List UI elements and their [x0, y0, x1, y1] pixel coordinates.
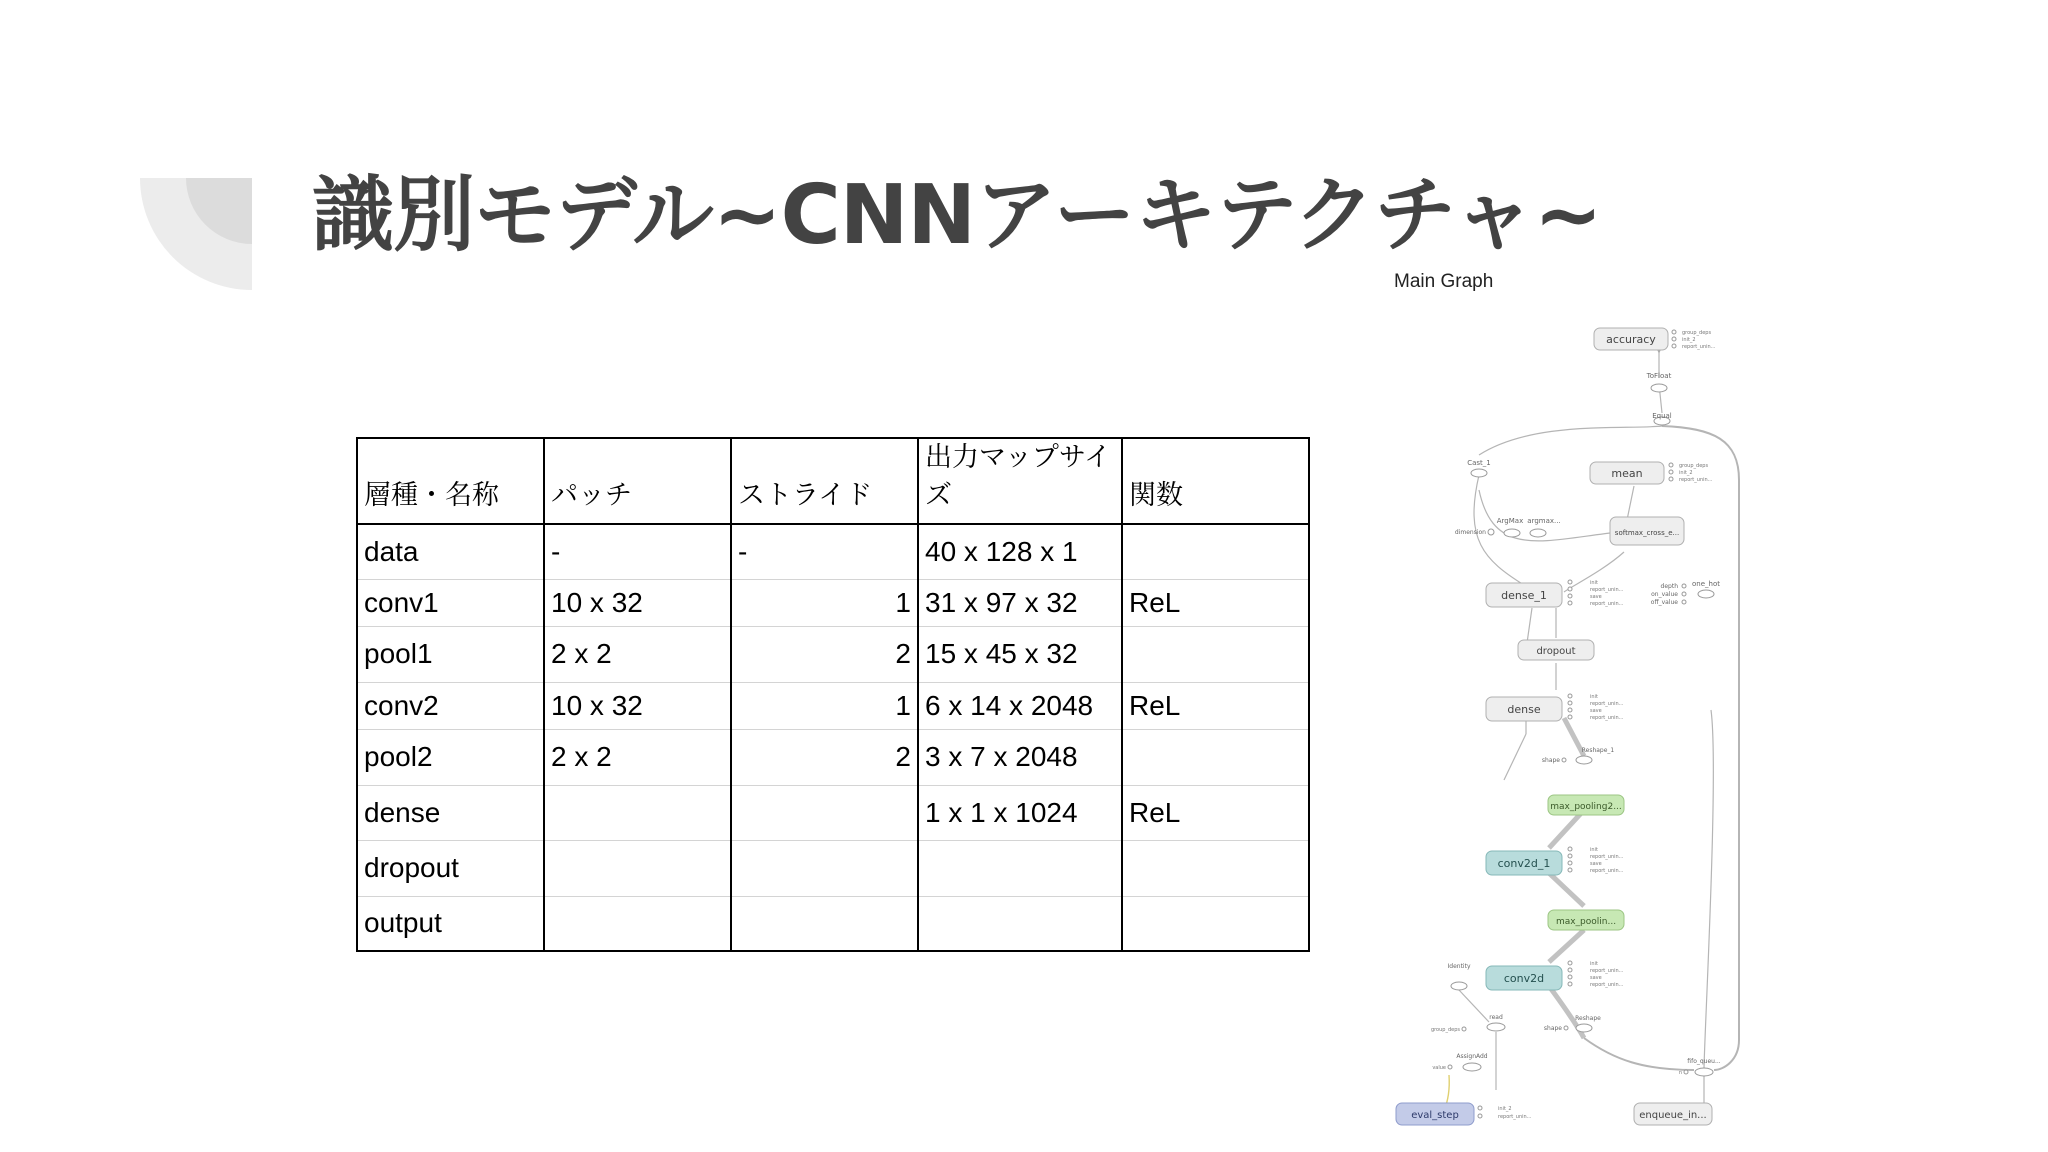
svg-text:group_deps: group_deps [1430, 1027, 1460, 1033]
cell-layer: data [357, 524, 544, 579]
node-label: conv2d_1 [1497, 857, 1551, 870]
node-enqueue[interactable] [1634, 1103, 1712, 1125]
node-group-deps [1431, 1027, 1466, 1033]
svg-text:report_unin...: report_unin... [1679, 477, 1713, 483]
node-eval-step-aux [1478, 1106, 1532, 1120]
node-label: softmax_cross_e... [1614, 529, 1680, 537]
node-conv2d-1[interactable] [1486, 851, 1562, 875]
cell-layer: dense [357, 785, 544, 840]
svg-text:report_unin...: report_unin... [1590, 715, 1624, 721]
node-mean[interactable] [1590, 462, 1664, 484]
svg-text:report_unin...: report_unin... [1590, 587, 1624, 593]
cell-patch: 2 x 2 [544, 729, 731, 785]
header-stride: ストライド [731, 438, 918, 524]
svg-text:off_value: off_value [1650, 599, 1678, 606]
cnn-architecture-table [356, 437, 1310, 952]
node-read[interactable] [1487, 1014, 1505, 1031]
node-dimension[interactable] [1455, 529, 1494, 536]
node-label: Reshape [1575, 1015, 1601, 1022]
svg-text:report_unin...: report_unin... [1590, 868, 1624, 874]
svg-text:init: init [1590, 847, 1598, 853]
cell-patch: 2 x 2 [544, 626, 731, 682]
node-label: conv2d [1503, 972, 1545, 985]
node-label: ToFloat [1646, 372, 1672, 380]
node-accuracy-aux [1672, 330, 1716, 350]
node-label: mean [1611, 467, 1643, 480]
svg-text:on_value: on_value [1651, 591, 1678, 598]
cell-stride [731, 785, 918, 840]
tensorflow-main-graph [1384, 300, 1764, 1140]
node-label: Cast_1 [1467, 459, 1491, 467]
node-label: enqueue_in... [1639, 1110, 1707, 1121]
cell-stride: 1 [731, 579, 918, 626]
node-label: fifo_queu... [1687, 1058, 1721, 1065]
node-label: eval_step [1411, 1110, 1459, 1121]
node-assign-add[interactable] [1432, 1053, 1487, 1071]
svg-text:save: save [1590, 975, 1602, 981]
node-conv2d-aux [1568, 961, 1624, 988]
node-label: ArgMax [1496, 517, 1524, 525]
node-dense[interactable] [1486, 697, 1562, 721]
svg-text:report_unin...: report_unin... [1590, 968, 1624, 974]
decorative-corner-shape [140, 178, 252, 290]
slide-title: 識別モデル~CNNアーキテクチャ~ [312, 168, 1602, 263]
header-function: 関数 [1122, 438, 1309, 524]
table-row [357, 626, 1309, 682]
node-label: Reshape_1 [1581, 747, 1615, 754]
header-patch: パッチ [544, 438, 731, 524]
cell-stride [731, 896, 918, 951]
cell-stride: 1 [731, 682, 918, 729]
cell-patch [544, 896, 731, 951]
cell-output-size: 1 x 1 x 1024 [918, 785, 1122, 840]
cell-patch [544, 785, 731, 840]
svg-text:save: save [1590, 708, 1602, 714]
svg-text:report_unin...: report_unin... [1590, 854, 1624, 860]
node-label: read [1489, 1014, 1503, 1021]
svg-text:init: init [1590, 580, 1598, 586]
node-tofloat[interactable] [1646, 372, 1672, 392]
node-label: Identity [1447, 963, 1471, 970]
cell-stride: 2 [731, 729, 918, 785]
node-conv2d-1-aux [1568, 847, 1624, 874]
svg-text:save: save [1590, 594, 1602, 600]
cell-function: ReL [1122, 579, 1309, 626]
node-one-hot[interactable] [1692, 580, 1720, 598]
svg-text:init: init [1590, 961, 1598, 967]
cell-patch: 10 x 32 [544, 579, 731, 626]
cell-output-size: 15 x 45 x 32 [918, 626, 1122, 682]
svg-text:value: value [1432, 1065, 1446, 1071]
cell-layer: dropout [357, 840, 544, 896]
cell-patch [544, 840, 731, 896]
cell-patch: 10 x 32 [544, 682, 731, 729]
table-row [357, 840, 1309, 896]
cell-function [1122, 626, 1309, 682]
node-cast[interactable] [1467, 459, 1491, 477]
node-label: AssignAdd [1456, 1053, 1488, 1060]
node-label: dense_1 [1501, 589, 1547, 602]
node-dense-1[interactable] [1486, 583, 1562, 607]
svg-text:shape: shape [1541, 757, 1560, 764]
svg-text:save: save [1590, 861, 1602, 867]
table-row [357, 682, 1309, 729]
svg-text:group_deps: group_deps [1682, 330, 1712, 336]
table-row [357, 785, 1309, 840]
node-label: argmax... [1527, 517, 1561, 525]
node-label: dimension [1454, 529, 1486, 536]
table-row [357, 579, 1309, 626]
svg-text:init: init [1590, 694, 1598, 700]
svg-text:depth: depth [1660, 583, 1678, 590]
node-label: max_pooling2... [1550, 802, 1622, 812]
node-label: dense [1507, 703, 1541, 716]
node-label: Equal [1652, 412, 1672, 420]
cell-layer: conv2 [357, 682, 544, 729]
node-label: dropout [1536, 646, 1576, 657]
svg-text:report_unin...: report_unin... [1498, 1114, 1532, 1120]
node-label: max_poolin... [1555, 917, 1617, 927]
header-layer: 層種・名称 [357, 438, 544, 524]
cell-function: ReL [1122, 682, 1309, 729]
cell-layer: pool1 [357, 626, 544, 682]
cell-layer: pool2 [357, 729, 544, 785]
svg-text:report_unin...: report_unin... [1590, 982, 1624, 988]
cell-function: ReL [1122, 785, 1309, 840]
cell-layer: output [357, 896, 544, 951]
cell-function [1122, 840, 1309, 896]
table-row [357, 896, 1309, 951]
table-header-row [357, 438, 1309, 524]
node-softmax[interactable] [1610, 517, 1684, 545]
svg-text:report_unin...: report_unin... [1590, 601, 1624, 607]
node-max-pooling[interactable] [1548, 910, 1624, 930]
graph-title: Main Graph [1394, 271, 1494, 292]
node-argmax[interactable] [1497, 517, 1523, 537]
cell-output-size [918, 896, 1122, 951]
header-output-size: 出力マップサイズ [918, 438, 1122, 524]
cell-stride: - [731, 524, 918, 579]
svg-text:init_2: init_2 [1679, 470, 1693, 476]
node-dense-aux [1568, 694, 1624, 721]
cell-function [1122, 729, 1309, 785]
svg-text:init_2: init_2 [1682, 337, 1696, 343]
node-fifo-queue[interactable] [1679, 1058, 1721, 1076]
svg-text:group_deps: group_deps [1679, 463, 1709, 469]
node-eval-step[interactable] [1396, 1103, 1474, 1125]
table-row [357, 524, 1309, 579]
svg-text:report_unin...: report_unin... [1590, 701, 1624, 707]
node-dropout[interactable] [1518, 640, 1594, 660]
svg-text:init_2: init_2 [1498, 1106, 1512, 1112]
cell-layer: conv1 [357, 579, 544, 626]
table-row [357, 729, 1309, 785]
node-identity[interactable] [1448, 963, 1471, 990]
cell-patch: - [544, 524, 731, 579]
node-one-hot-inputs [1651, 583, 1686, 606]
node-mean-aux [1669, 463, 1713, 483]
node-equal[interactable] [1652, 412, 1672, 425]
node-max-pooling2[interactable] [1548, 795, 1624, 815]
cell-function [1122, 896, 1309, 951]
svg-text:report_unin...: report_unin... [1682, 344, 1716, 350]
node-accuracy[interactable] [1594, 328, 1668, 350]
svg-text:n: n [1678, 1070, 1682, 1076]
node-label: one_hot [1692, 580, 1720, 588]
cell-output-size: 40 x 128 x 1 [918, 524, 1122, 579]
node-label: accuracy [1606, 333, 1656, 346]
cell-output-size [918, 840, 1122, 896]
cell-output-size: 6 x 14 x 2048 [918, 682, 1122, 729]
node-argmax1[interactable] [1527, 517, 1560, 537]
cell-stride: 2 [731, 626, 918, 682]
node-conv2d[interactable] [1486, 966, 1562, 990]
cell-stride [731, 840, 918, 896]
cell-output-size: 31 x 97 x 32 [918, 579, 1122, 626]
cell-output-size: 3 x 7 x 2048 [918, 729, 1122, 785]
cell-function [1122, 524, 1309, 579]
svg-text:shape: shape [1543, 1025, 1562, 1032]
